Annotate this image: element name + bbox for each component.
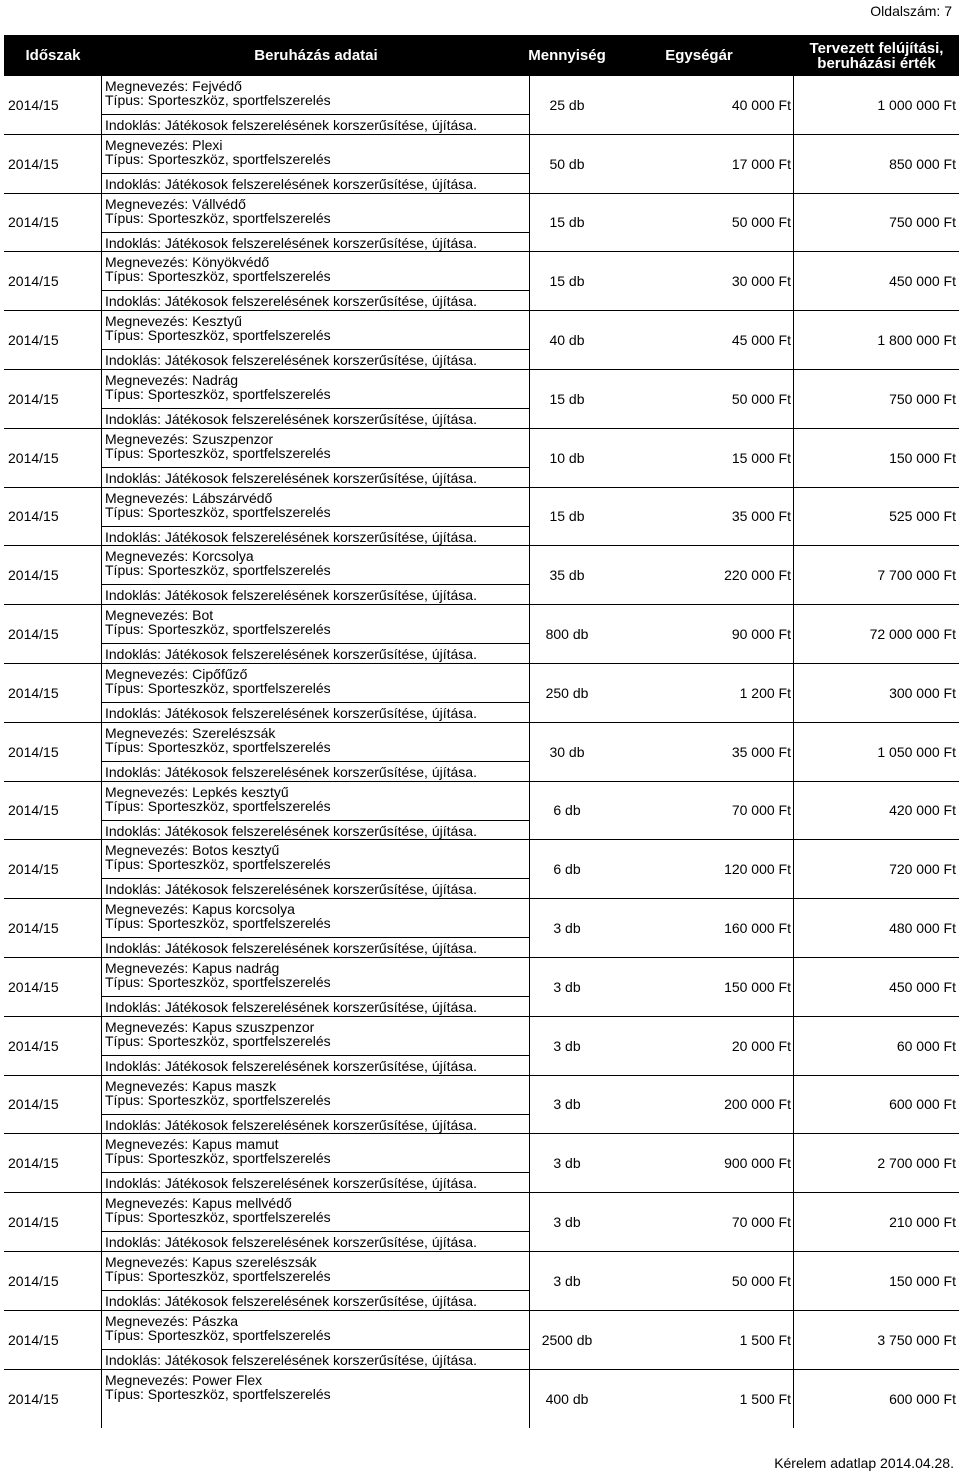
table-row	[4, 1370, 959, 1428]
cell-unit-price: 50 000 Ft	[604, 194, 794, 252]
cell-quantity: 3 db	[553, 920, 581, 937]
item-type: Típus: Sporteszköz, sportfelszerelés	[105, 679, 331, 696]
item-type: Típus: Sporteszköz, sportfelszerelés	[105, 385, 331, 402]
investment-name-type	[102, 311, 529, 350]
cell-quantity: 15 db	[549, 390, 585, 407]
cell-investment	[102, 958, 530, 1016]
cell-investment	[102, 76, 530, 134]
item-name: Megnevezés: Szerelészsák	[105, 724, 276, 741]
investment-name-type	[102, 605, 529, 644]
cell-unit-price: 40 000 Ft	[604, 76, 794, 134]
investment-name-type	[102, 723, 529, 762]
cell-investment	[102, 1017, 530, 1075]
header-planned-value	[794, 35, 959, 76]
item-type: Típus: Sporteszköz, sportfelszerelés	[105, 209, 331, 226]
cell-quantity: 3 db	[553, 1272, 581, 1289]
cell-unit-price: 1 200 Ft	[604, 664, 794, 722]
cell-unit-price: 45 000 Ft	[604, 311, 794, 369]
cell-investment	[102, 194, 530, 252]
table-row	[4, 370, 959, 429]
cell-period: 2014/15	[4, 1017, 102, 1075]
investment-name-type	[102, 1311, 529, 1350]
table-body	[4, 76, 959, 1428]
cell-quantity: 40 db	[549, 332, 585, 349]
cell-period: 2014/15	[4, 311, 102, 369]
cell-total: 60 000 Ft	[896, 1037, 956, 1054]
cell-unit-price: 35 000 Ft	[604, 488, 794, 546]
cell-unit-price: 900 000 Ft	[604, 1134, 794, 1192]
item-name: Megnevezés: Pászka	[105, 1312, 239, 1329]
cell-period: 2014/15	[4, 135, 102, 193]
cell-total: 300 000 Ft	[889, 684, 956, 701]
item-name: Megnevezés: Botos kesztyű	[105, 842, 280, 859]
cell-unit-price: 70 000 Ft	[604, 1193, 794, 1251]
cell-total: 1 000 000 Ft	[877, 96, 956, 113]
cell-investment	[102, 429, 530, 487]
cell-quantity: 250 db	[545, 684, 589, 701]
item-type: Típus: Sporteszköz, sportfelszerelés	[105, 1267, 331, 1284]
cell-total: 600 000 Ft	[889, 1390, 956, 1407]
footer-text: Kérelem adatlap 2014.04.28.	[774, 1455, 954, 1471]
item-reason: Indoklás: Játékosok felszerelésének korszerűsítése, újítása.	[105, 704, 477, 721]
cell-quantity: 6 db	[553, 861, 581, 878]
cell-total: 150 000 Ft	[889, 1272, 956, 1289]
investment-name-type	[102, 899, 529, 938]
item-reason: Indoklás: Játékosok felszerelésének korszerűsítése, újítása.	[105, 646, 477, 663]
cell-period: 2014/15	[4, 1193, 102, 1251]
investment-name-type	[102, 488, 529, 527]
item-reason: Indoklás: Játékosok felszerelésének korszerűsítése, újítása.	[105, 1057, 477, 1074]
table-row	[4, 76, 959, 135]
cell-total: 850 000 Ft	[889, 155, 956, 172]
cell-total: 450 000 Ft	[889, 273, 956, 290]
item-type: Típus: Sporteszköz, sportfelszerelés	[105, 268, 331, 285]
cell-quantity: 50 db	[549, 155, 585, 172]
table-row	[4, 664, 959, 723]
item-type: Típus: Sporteszköz, sportfelszerelés	[105, 1326, 331, 1343]
item-reason: Indoklás: Játékosok felszerelésének korszerűsítése, újítása.	[105, 1116, 477, 1133]
cell-total: 1 800 000 Ft	[877, 332, 956, 349]
item-name: Megnevezés: Power Flex	[105, 1371, 263, 1388]
item-reason: Indoklás: Játékosok felszerelésének korszerűsítése, újítása.	[105, 998, 477, 1015]
cell-total: 1 050 000 Ft	[877, 743, 956, 760]
item-reason: Indoklás: Játékosok felszerelésének korszerűsítése, újítása.	[105, 293, 477, 310]
cell-period: 2014/15	[4, 1076, 102, 1134]
cell-unit-price: 160 000 Ft	[604, 899, 794, 957]
item-name: Megnevezés: Kesztyű	[105, 313, 242, 330]
item-reason: Indoklás: Játékosok felszerelésének korszerűsítése, újítása.	[105, 117, 477, 133]
header-quantity: Mennyiség	[528, 47, 606, 64]
cell-period: 2014/15	[4, 723, 102, 781]
cell-quantity: 3 db	[553, 978, 581, 995]
item-reason: Indoklás: Játékosok felszerelésének korszerűsítése, újítása.	[105, 881, 477, 898]
cell-investment	[102, 1370, 530, 1428]
item-name: Megnevezés: Cipőfűző	[105, 665, 248, 682]
table-row	[4, 840, 959, 899]
cell-period: 2014/15	[4, 194, 102, 252]
cell-total: 2 700 000 Ft	[877, 1155, 956, 1172]
cell-quantity: 25 db	[549, 96, 585, 113]
cell-total: 600 000 Ft	[889, 1096, 956, 1113]
investment-name-type	[102, 782, 529, 821]
cell-unit-price: 15 000 Ft	[604, 429, 794, 487]
cell-investment	[102, 1193, 530, 1251]
cell-period: 2014/15	[4, 1252, 102, 1310]
cell-period: 2014/15	[4, 488, 102, 546]
cell-investment	[102, 1076, 530, 1134]
cell-investment	[102, 1311, 530, 1369]
cell-unit-price: 1 500 Ft	[604, 1311, 794, 1369]
cell-investment	[102, 488, 530, 546]
cell-period: 2014/15	[4, 1134, 102, 1192]
cell-unit-price: 30 000 Ft	[604, 252, 794, 310]
cell-total: 150 000 Ft	[889, 449, 956, 466]
item-reason: Indoklás: Játékosok felszerelésének korszerűsítése, újítása.	[105, 1175, 477, 1192]
cell-period: 2014/15	[4, 546, 102, 604]
cell-period: 2014/15	[4, 840, 102, 898]
cell-unit-price: 90 000 Ft	[604, 605, 794, 663]
item-type: Típus: Sporteszköz, sportfelszerelés	[105, 503, 331, 520]
item-reason: Indoklás: Játékosok felszerelésének korszerűsítése, újítása.	[105, 528, 477, 545]
item-type: Típus: Sporteszköz, sportfelszerelés	[105, 327, 331, 344]
cell-period: 2014/15	[4, 370, 102, 428]
cell-total: 525 000 Ft	[889, 508, 956, 525]
investment-name-type	[102, 76, 529, 115]
investment-table	[4, 35, 959, 1428]
table-row	[4, 194, 959, 253]
cell-investment	[102, 723, 530, 781]
item-name: Megnevezés: Lepkés kesztyű	[105, 783, 289, 800]
item-type: Típus: Sporteszköz, sportfelszerelés	[105, 92, 331, 108]
cell-investment	[102, 899, 530, 957]
cell-unit-price: 35 000 Ft	[604, 723, 794, 781]
cell-quantity: 10 db	[549, 449, 585, 466]
item-name: Megnevezés: Plexi	[105, 136, 223, 153]
item-reason: Indoklás: Játékosok felszerelésének korszerűsítése, újítása.	[105, 469, 477, 486]
cell-total: 210 000 Ft	[889, 1214, 956, 1231]
investment-name-type	[102, 1193, 529, 1232]
cell-unit-price: 120 000 Ft	[604, 840, 794, 898]
cell-investment	[102, 546, 530, 604]
investment-name-type	[102, 840, 529, 879]
cell-investment	[102, 664, 530, 722]
item-name: Megnevezés: Vállvédő	[105, 195, 246, 212]
cell-total: 72 000 000 Ft	[869, 626, 956, 643]
item-name: Megnevezés: Nadrág	[105, 371, 239, 388]
item-reason: Indoklás: Játékosok felszerelésének korszerűsítése, újítása.	[105, 940, 477, 957]
cell-unit-price: 200 000 Ft	[604, 1076, 794, 1134]
cell-quantity: 3 db	[553, 1037, 581, 1054]
item-type: Típus: Sporteszköz, sportfelszerelés	[105, 797, 331, 814]
investment-name-type	[102, 1017, 529, 1056]
item-reason: Indoklás: Játékosok felszerelésének korszerűsítése, újítása.	[105, 175, 477, 192]
page-number: Oldalszám: 7	[870, 3, 952, 19]
cell-period: 2014/15	[4, 782, 102, 840]
investment-name-type	[102, 1134, 529, 1173]
cell-total: 3 750 000 Ft	[877, 1331, 956, 1348]
cell-quantity: 6 db	[553, 802, 581, 819]
table-row	[4, 605, 959, 664]
item-reason: Indoklás: Játékosok felszerelésének korszerűsítése, újítása.	[105, 1351, 477, 1368]
cell-investment	[102, 782, 530, 840]
investment-name-type	[102, 958, 529, 997]
cell-investment	[102, 252, 530, 310]
cell-quantity: 15 db	[549, 273, 585, 290]
cell-total: 750 000 Ft	[889, 214, 956, 231]
header-planned-value-line1: Tervezett felújítási,	[809, 39, 944, 57]
cell-period: 2014/15	[4, 899, 102, 957]
cell-period: 2014/15	[4, 1311, 102, 1369]
cell-period: 2014/15	[4, 429, 102, 487]
item-type: Típus: Sporteszköz, sportfelszerelés	[105, 444, 331, 461]
cell-total: 420 000 Ft	[889, 802, 956, 819]
cell-investment	[102, 605, 530, 663]
investment-name-type	[102, 370, 529, 409]
item-name: Megnevezés: Kapus mamut	[105, 1136, 279, 1153]
item-reason: Indoklás: Játékosok felszerelésének korszerűsítése, újítása.	[105, 822, 477, 839]
item-type: Típus: Sporteszköz, sportfelszerelés	[105, 1032, 331, 1049]
item-name: Megnevezés: Fejvédő	[105, 78, 242, 94]
item-type: Típus: Sporteszköz, sportfelszerelés	[105, 856, 331, 873]
investment-name-type	[102, 1076, 529, 1115]
table-row	[4, 899, 959, 958]
item-reason: Indoklás: Játékosok felszerelésének korszerűsítése, újítása.	[105, 1234, 477, 1251]
investment-name-type	[102, 429, 529, 468]
investment-name-type	[102, 1252, 529, 1291]
table-row	[4, 546, 959, 605]
cell-quantity: 35 db	[549, 567, 585, 584]
item-name: Megnevezés: Bot	[105, 607, 214, 624]
cell-quantity: 2500 db	[541, 1331, 593, 1348]
investment-name-type	[102, 252, 529, 291]
item-name: Megnevezés: Kapus mellvédő	[105, 1195, 292, 1212]
cell-total: 750 000 Ft	[889, 390, 956, 407]
cell-quantity: 3 db	[553, 1155, 581, 1172]
table-header	[4, 35, 959, 76]
header-period: Időszak	[25, 47, 81, 64]
cell-unit-price: 150 000 Ft	[604, 958, 794, 1016]
table-row	[4, 723, 959, 782]
item-reason: Indoklás: Játékosok felszerelésének korszerűsítése, újítása.	[105, 1292, 477, 1309]
item-type: Típus: Sporteszköz, sportfelszerelés	[105, 562, 331, 579]
header-unit-price: Egységár	[665, 47, 733, 64]
cell-unit-price: 1 500 Ft	[604, 1370, 794, 1428]
table-row	[4, 429, 959, 488]
cell-total: 450 000 Ft	[889, 978, 956, 995]
item-type: Típus: Sporteszköz, sportfelszerelés	[105, 150, 331, 167]
item-name: Megnevezés: Szuszpenzor	[105, 430, 274, 447]
item-name: Megnevezés: Könyökvédő	[105, 254, 270, 271]
item-name: Megnevezés: Kapus korcsolya	[105, 901, 295, 918]
item-reason: Indoklás: Játékosok felszerelésének korszerűsítése, újítása.	[105, 763, 477, 780]
table-row	[4, 1193, 959, 1252]
table-row	[4, 488, 959, 547]
cell-quantity: 30 db	[549, 743, 585, 760]
item-type: Típus: Sporteszköz, sportfelszerelés	[105, 1150, 331, 1167]
header-investment: Beruházás adatai	[254, 47, 378, 64]
cell-unit-price: 220 000 Ft	[604, 546, 794, 604]
investment-name-type	[102, 664, 529, 703]
item-type: Típus: Sporteszköz, sportfelszerelés	[105, 738, 331, 755]
cell-period: 2014/15	[4, 664, 102, 722]
cell-unit-price: 17 000 Ft	[604, 135, 794, 193]
cell-quantity: 3 db	[553, 1096, 581, 1113]
item-name: Megnevezés: Korcsolya	[105, 548, 254, 565]
cell-quantity: 15 db	[549, 214, 585, 231]
item-name: Megnevezés: Kapus szerelészsák	[105, 1253, 317, 1270]
table-row	[4, 958, 959, 1017]
cell-period: 2014/15	[4, 76, 102, 134]
item-reason: Indoklás: Játékosok felszerelésének korszerűsítése, újítása.	[105, 410, 477, 427]
investment-name-type	[102, 1370, 529, 1409]
investment-name-type	[102, 546, 529, 585]
item-type: Típus: Sporteszköz, sportfelszerelés	[105, 1091, 331, 1108]
item-name: Megnevezés: Lábszárvédő	[105, 489, 273, 506]
cell-investment	[102, 370, 530, 428]
cell-period: 2014/15	[4, 605, 102, 663]
cell-investment	[102, 311, 530, 369]
item-type: Típus: Sporteszköz, sportfelszerelés	[105, 915, 331, 932]
item-reason: Indoklás: Játékosok felszerelésének korszerűsítése, újítása.	[105, 234, 477, 251]
cell-total: 480 000 Ft	[889, 920, 956, 937]
cell-quantity: 3 db	[553, 1214, 581, 1231]
item-type: Típus: Sporteszköz, sportfelszerelés	[105, 973, 331, 990]
item-reason: Indoklás: Játékosok felszerelésének korszerűsítése, újítása.	[105, 587, 477, 604]
cell-period: 2014/15	[4, 1370, 102, 1428]
cell-unit-price: 50 000 Ft	[604, 1252, 794, 1310]
table-row	[4, 252, 959, 311]
cell-investment	[102, 135, 530, 193]
table-row	[4, 1134, 959, 1193]
item-type: Típus: Sporteszköz, sportfelszerelés	[105, 621, 331, 638]
cell-quantity: 400 db	[545, 1390, 589, 1407]
table-row	[4, 1076, 959, 1135]
cell-unit-price: 50 000 Ft	[604, 370, 794, 428]
cell-period: 2014/15	[4, 252, 102, 310]
cell-unit-price: 20 000 Ft	[604, 1017, 794, 1075]
table-row	[4, 1252, 959, 1311]
investment-name-type	[102, 135, 529, 174]
cell-quantity: 800 db	[545, 626, 589, 643]
table-row	[4, 1311, 959, 1370]
table-row	[4, 782, 959, 841]
cell-investment	[102, 1134, 530, 1192]
header-planned-value-line2: beruházási érték	[817, 54, 936, 72]
table-row	[4, 311, 959, 370]
cell-total: 720 000 Ft	[889, 861, 956, 878]
cell-quantity: 15 db	[549, 508, 585, 525]
item-type: Típus: Sporteszköz, sportfelszerelés	[105, 1209, 331, 1226]
cell-unit-price: 70 000 Ft	[604, 782, 794, 840]
item-type: Típus: Sporteszköz, sportfelszerelés	[105, 1385, 331, 1402]
cell-total: 7 700 000 Ft	[877, 567, 956, 584]
item-name: Megnevezés: Kapus szuszpenzor	[105, 1018, 315, 1035]
table-row	[4, 135, 959, 194]
cell-investment	[102, 1252, 530, 1310]
item-name: Megnevezés: Kapus maszk	[105, 1077, 277, 1094]
investment-name-type	[102, 194, 529, 233]
table-row	[4, 1017, 959, 1076]
item-reason: Indoklás: Játékosok felszerelésének korszerűsítése, újítása.	[105, 352, 477, 369]
cell-period: 2014/15	[4, 958, 102, 1016]
item-name: Megnevezés: Kapus nadrág	[105, 959, 280, 976]
cell-investment	[102, 840, 530, 898]
